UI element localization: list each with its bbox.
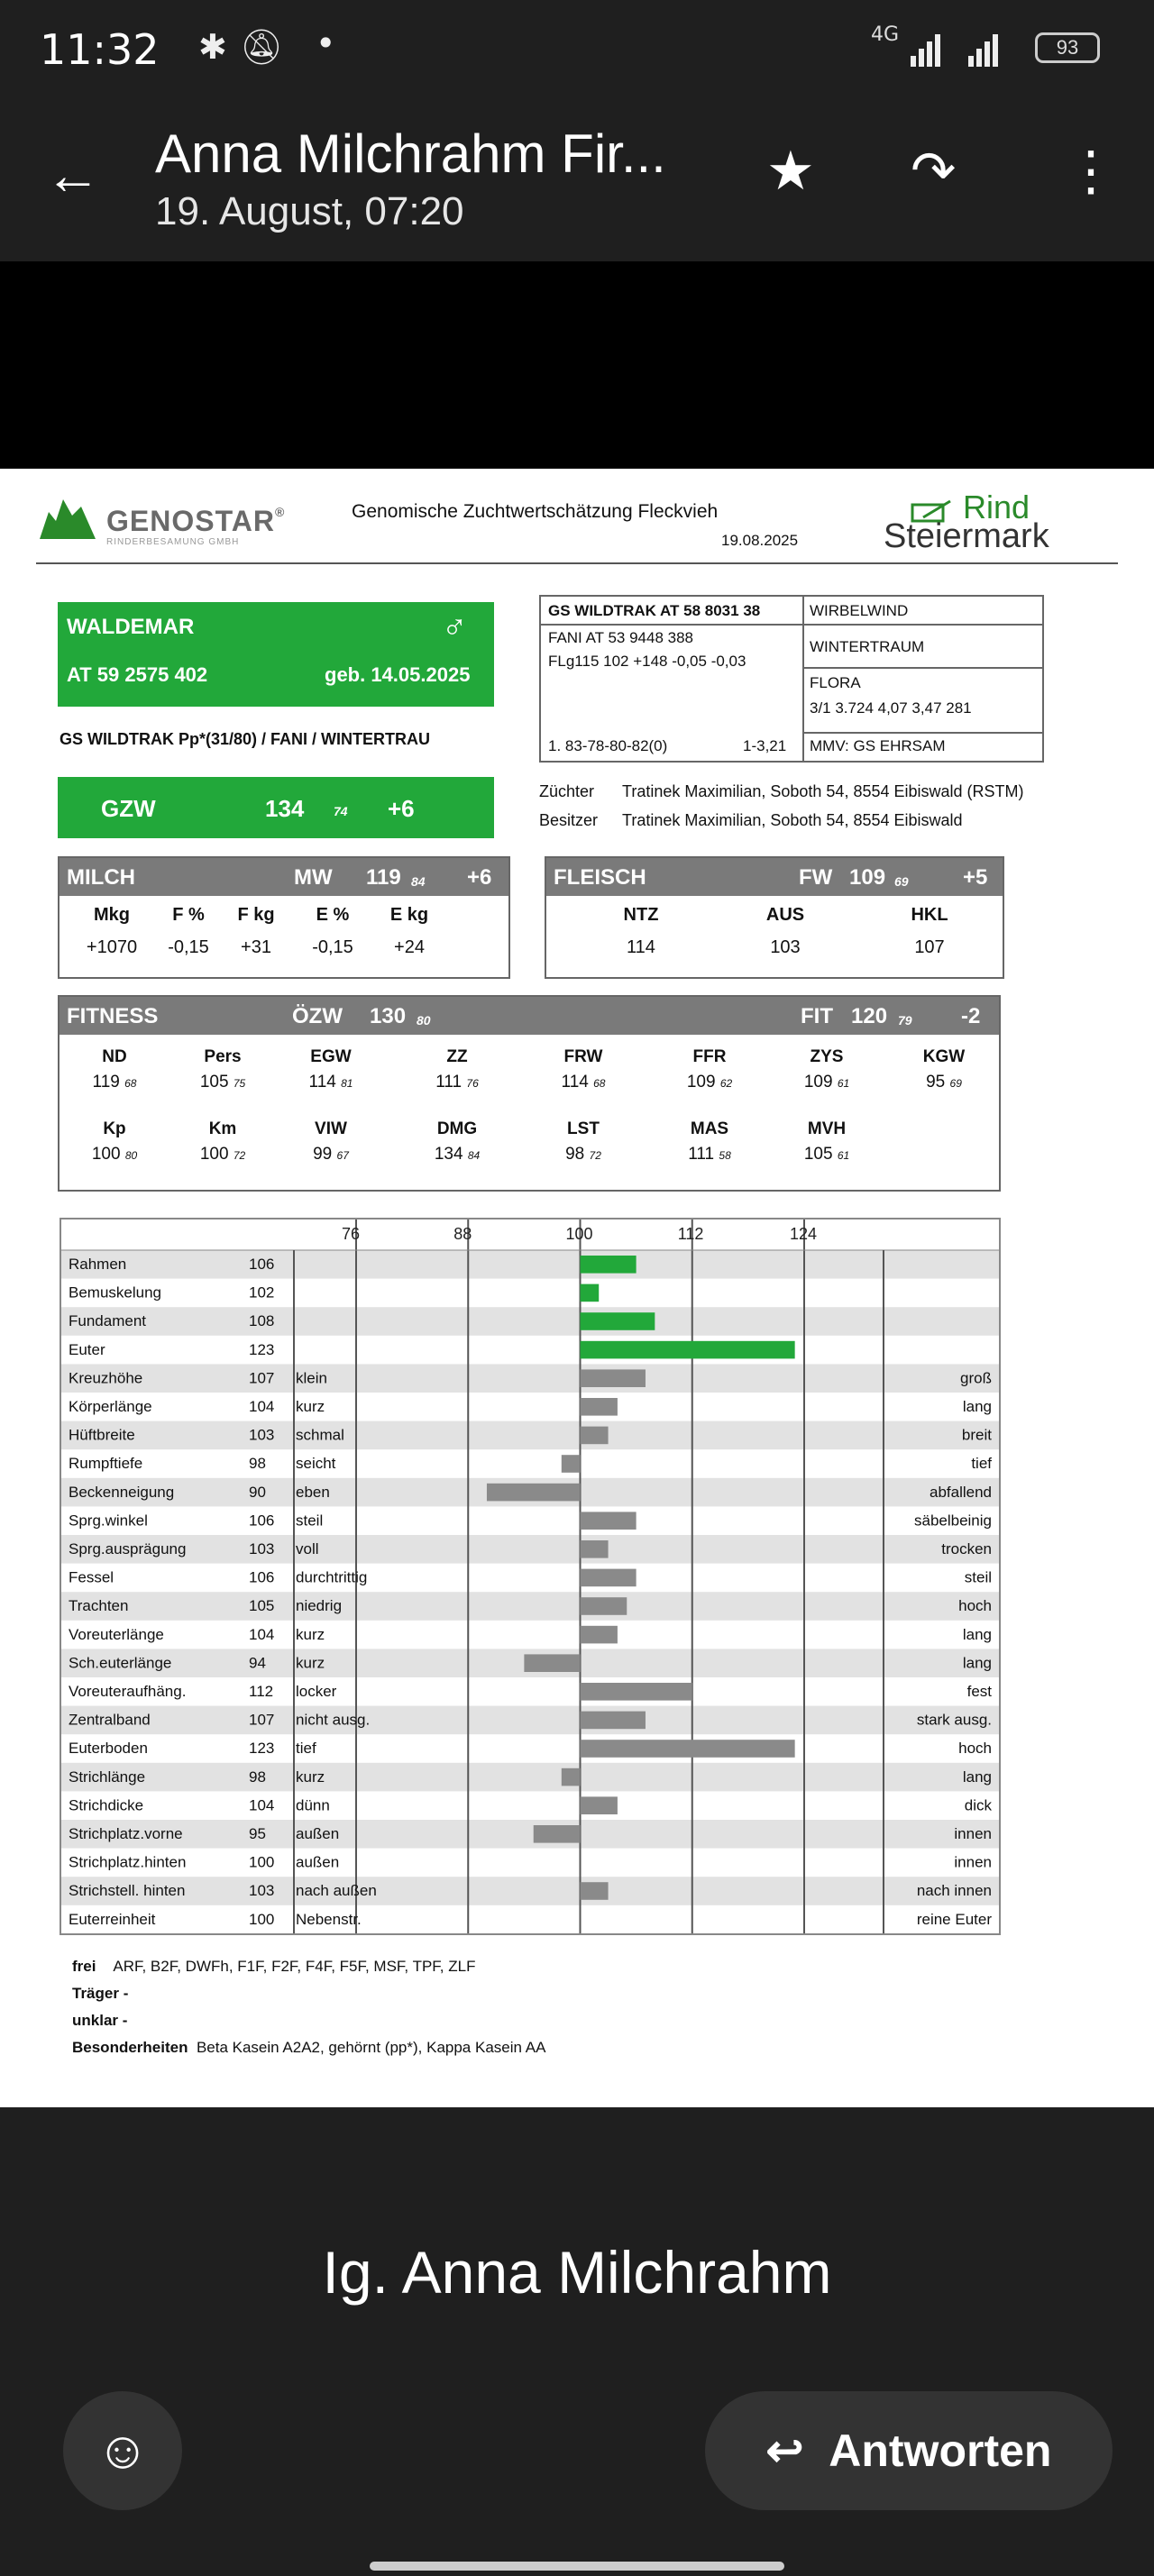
sire: GS WILDTRAK AT 58 8031 38 [548, 602, 761, 619]
trait-value: 100 [249, 1910, 275, 1928]
gzw-label: GZW [101, 795, 156, 822]
sender-name: Ig. Anna Milchrahm [322, 2239, 832, 2306]
dot-icon: • [316, 23, 336, 63]
fitness-trait-label: LST [567, 1119, 600, 1138]
gzw-rel: 74 [334, 804, 348, 818]
fitness-trait-mvh [777, 1119, 876, 1165]
trait-bar [581, 1312, 655, 1330]
milch-col-fkg: F kg [237, 905, 275, 925]
trait-value: 106 [249, 1256, 275, 1273]
trait-value: 98 [249, 1455, 266, 1473]
trait-label: Voreuteraufhäng. [69, 1683, 187, 1700]
star-icon[interactable]: ★ [766, 140, 815, 203]
app-bar [0, 106, 1154, 261]
trait-value: 108 [249, 1312, 275, 1330]
trait-bar [581, 1540, 609, 1558]
fitness-trait-label: VIW [315, 1119, 347, 1138]
fleisch-col-ntz: NTZ [623, 905, 659, 925]
trait-value: 103 [249, 1540, 275, 1557]
trait-high-label: lang [962, 1398, 992, 1415]
trait-label: Strichlänge [69, 1768, 146, 1786]
milch-mkg: +1070 [86, 937, 138, 957]
trait-low-label: locker [296, 1683, 337, 1700]
logo-text: GENOSTAR® [106, 505, 286, 537]
fleisch-label: FLEISCH [554, 865, 646, 890]
tick-label: 88 [453, 1225, 472, 1243]
trait-bar [581, 1256, 637, 1274]
trait-low-label: klein [296, 1369, 327, 1387]
fitness-trait-lst [534, 1119, 633, 1165]
conformation-chart [60, 1218, 1001, 1935]
chart-row-bg [61, 1250, 999, 1279]
trait-high-label: tief [971, 1455, 992, 1473]
brand-steiermark: Steiermark [884, 517, 1049, 555]
trait-low-label: schmal [296, 1426, 344, 1444]
mute-icon: 🔕︎ [240, 27, 284, 67]
trait-bar [581, 1398, 618, 1416]
trait-low-label: nicht ausg. [296, 1711, 371, 1729]
trait-bar [581, 1683, 692, 1701]
home-indicator[interactable] [370, 2562, 784, 2571]
genostar-logo-icon [36, 494, 99, 543]
trait-low-label: dünn [296, 1796, 330, 1814]
tick-label: 112 [677, 1225, 704, 1243]
trait-bar [581, 1597, 627, 1615]
fitness-trait-label: Pers [204, 1047, 242, 1066]
trait-bar [581, 1341, 795, 1359]
fitness-trait-label: FRW [563, 1047, 603, 1066]
fitness-trait-zz [408, 1047, 507, 1092]
unklar-line: unklar - [72, 2012, 128, 2029]
trait-label: Trachten [69, 1597, 129, 1615]
fitness-trait-label: MVH [807, 1119, 847, 1138]
trait-high-label: stark ausg. [916, 1711, 992, 1729]
footer [72, 1958, 545, 2057]
trait-bar [581, 1882, 609, 1900]
reply-button-label: Antworten [829, 2425, 1052, 2476]
trait-high-label: groß [960, 1369, 992, 1387]
breeder-label: Züchter [539, 782, 595, 800]
milch-col-epct: E % [316, 905, 350, 925]
fitness-trait-nd [65, 1047, 164, 1092]
pedigree-table [539, 595, 1044, 763]
fitness-trait-kp [65, 1119, 164, 1165]
fitness-trait-km [173, 1119, 272, 1165]
fw-label: FW [799, 865, 833, 890]
trait-bar [581, 1427, 609, 1445]
trait-low-label: kurz [296, 1398, 325, 1415]
trait-high-label: fest [966, 1683, 992, 1700]
dam-line: FLg115 102 +148 -0,05 -0,03 [548, 653, 746, 670]
trait-bar [581, 1512, 637, 1530]
trait-value: 123 [249, 1340, 275, 1358]
trait-high-label: lang [962, 1625, 992, 1643]
trait-value: 98 [249, 1768, 266, 1786]
ozw-value: 130 [370, 1004, 407, 1028]
bluetooth-icon: ✱ [198, 27, 227, 67]
animal-name: WALDEMAR [67, 615, 195, 639]
chart-row-bg [61, 1364, 999, 1393]
dam: FANI AT 53 9448 388 [548, 629, 693, 646]
trait-low-label: voll [296, 1540, 319, 1557]
fitness-header [60, 997, 999, 1035]
trait-bar [581, 1284, 600, 1302]
ozw-rel: 80 [417, 1013, 431, 1028]
fw-delta: +5 [963, 865, 988, 890]
fit-value: 120 [851, 1004, 888, 1028]
trait-label: Sprg.winkel [69, 1512, 148, 1530]
trait-value: 107 [249, 1369, 275, 1387]
trait-label: Kreuzhöhe [69, 1369, 143, 1387]
fitness-trait-dmg [408, 1119, 507, 1165]
traeger-line: Träger - [72, 1985, 129, 2002]
milch-label: MILCH [67, 865, 135, 890]
reply-arrow-icon: ↩ [765, 2425, 804, 2476]
report-date: 19.08.2025 [721, 532, 799, 549]
trait-value: 106 [249, 1512, 275, 1530]
tick-label: 76 [342, 1225, 361, 1243]
frei-value: ARF, B2F, DWFh, F1F, F2F, F4F, F5F, MSF, TPF, ZLF [113, 1958, 476, 1975]
chart-row-bg [61, 1820, 999, 1849]
dam-dam-line: 3/1 3.724 4,07 3,47 281 [810, 699, 972, 717]
trait-label: Euter [69, 1340, 105, 1358]
trait-high-label: steil [964, 1568, 992, 1586]
trait-bar [581, 1369, 646, 1387]
trait-high-label: abfallend [929, 1483, 992, 1501]
chart-row-bg [61, 1706, 999, 1735]
trait-label: Strichplatz.vorne [69, 1825, 183, 1842]
male-icon: ♂ [442, 607, 468, 645]
signal-icon [911, 31, 941, 67]
trait-bar [562, 1455, 581, 1473]
fitness-trait-value: 100 80 [91, 1145, 138, 1164]
frei-label: frei [72, 1958, 96, 1975]
mw-label: MW [294, 865, 333, 890]
trait-value: 123 [249, 1740, 275, 1758]
chart-row-bg [61, 1763, 999, 1792]
trait-value: 94 [249, 1654, 266, 1672]
trait-high-label: trocken [941, 1540, 992, 1557]
fitness-trait-ffr [660, 1047, 759, 1092]
fitness-trait-label: MAS [690, 1119, 729, 1138]
trait-low-label: tief [296, 1740, 316, 1758]
mw-value: 119 [366, 865, 401, 890]
mw-delta: +6 [467, 865, 492, 890]
milch-ekg: +24 [394, 937, 425, 957]
forward-icon[interactable]: ↷ [911, 140, 957, 203]
fleisch-header [546, 858, 1003, 896]
trait-value: 106 [249, 1568, 275, 1586]
trait-value: 100 [249, 1853, 275, 1871]
lactation: 1. 83-78-80-82(0) [548, 737, 668, 754]
trait-low-label: nach außen [296, 1882, 377, 1900]
fit-delta: -2 [961, 1004, 981, 1028]
fitness-trait-viw [281, 1119, 380, 1165]
chart-row-bg [61, 1535, 999, 1564]
logo-subtext: RINDERBESAMUNG GMBH [106, 537, 240, 547]
pedigree-line: GS WILDTRAK Pp*(31/80) / FANI / WINTERTRAU [60, 730, 431, 748]
animal-id: AT 59 2575 402 [67, 663, 208, 686]
status-bar [0, 0, 1154, 106]
fitness-box [58, 995, 1001, 1192]
fitness-trait-label: EGW [310, 1047, 352, 1066]
trait-low-label: durchtrittig [296, 1568, 368, 1586]
fitness-trait-zys [777, 1047, 876, 1092]
fleisch-col-hkl: HKL [911, 905, 948, 925]
trait-bar [581, 1569, 637, 1587]
fit-rel: 79 [898, 1013, 912, 1028]
dam-sire: WINTERTRAUM [810, 638, 925, 655]
trait-low-label: kurz [296, 1625, 325, 1643]
chat-subtitle: 19. August, 07:20 [155, 189, 464, 233]
trait-label: Strichstell. hinten [69, 1882, 186, 1900]
trait-label: Rumpftiefe [69, 1455, 143, 1473]
trait-bar [487, 1484, 581, 1502]
frei-line [72, 1958, 545, 1976]
trait-value: 90 [249, 1483, 266, 1501]
trait-low-label: steil [296, 1512, 324, 1530]
trait-label: Bemuskelung [69, 1283, 162, 1302]
chart-row-bg [61, 1421, 999, 1450]
trait-label: Euterreinheit [69, 1910, 156, 1928]
fitness-trait-frw [534, 1047, 633, 1092]
fitness-trait-label: ZYS [810, 1047, 844, 1066]
fitness-trait-value: 105 75 [199, 1073, 246, 1092]
trait-high-label: nach innen [916, 1882, 992, 1900]
fitness-trait-value: 111 58 [688, 1145, 731, 1164]
trait-label: Fessel [69, 1568, 114, 1586]
fleisch-ntz: 114 [627, 937, 655, 957]
milch-box [58, 856, 510, 979]
trait-high-label: hoch [958, 1740, 992, 1758]
trait-label: Hüftbreite [69, 1426, 135, 1444]
reply-button[interactable] [705, 2391, 1113, 2510]
trait-value: 104 [249, 1398, 275, 1415]
network-type: 4G [871, 23, 900, 46]
trait-value: 112 [249, 1683, 274, 1700]
clock: 11:32 [40, 25, 160, 74]
lactation-2: 1-3,21 [743, 737, 787, 754]
trait-label: Beckenneigung [69, 1483, 175, 1501]
trait-label: Sch.euterlänge [69, 1654, 172, 1672]
fitness-trait-label: Kp [103, 1119, 126, 1138]
trait-value: 103 [249, 1882, 275, 1900]
trait-value: 104 [249, 1625, 275, 1643]
trait-high-label: lang [962, 1768, 992, 1786]
milch-col-fpct: F % [172, 905, 205, 925]
signal-icon-2 [968, 31, 999, 67]
mmv: MMV: GS EHRSAM [810, 737, 946, 754]
milch-col-ekg: E kg [389, 905, 429, 925]
trait-bar [524, 1654, 580, 1672]
mw-rel: 84 [411, 874, 426, 889]
back-arrow-icon[interactable]: ← [45, 144, 101, 206]
trait-label: Strichdicke [69, 1796, 144, 1814]
fw-rel: 69 [894, 874, 909, 889]
trait-high-label: innen [954, 1853, 992, 1871]
tick-label: 124 [790, 1225, 818, 1243]
fitness-trait-label: FFR [692, 1047, 727, 1066]
trait-label: Voreuterlänge [69, 1625, 164, 1643]
fleisch-hkl: 107 [914, 937, 945, 957]
milch-epct: -0,15 [312, 937, 353, 957]
trait-high-label: säbelbeinig [913, 1512, 992, 1530]
trait-label: Strichplatz.hinten [69, 1853, 187, 1871]
chat-title[interactable]: Anna Milchrahm Fir... [155, 123, 666, 184]
report-title: Genomische Zuchtwertschätzung Fleckvieh [352, 501, 719, 522]
fitness-trait-value: 99 67 [313, 1145, 349, 1164]
trait-value: 107 [249, 1711, 275, 1729]
animal-box [58, 602, 494, 707]
tick-label: 100 [565, 1225, 593, 1243]
fitness-trait-pers [173, 1047, 272, 1092]
fitness-trait-egw [281, 1047, 380, 1092]
fitness-trait-value: 114 68 [561, 1073, 606, 1092]
owner-label: Besitzer [539, 811, 599, 829]
trait-bar [562, 1768, 581, 1786]
trait-label: Sprg.ausprägung [69, 1540, 187, 1557]
birth-date: geb. 14.05.2025 [325, 663, 471, 686]
trait-value: 95 [249, 1825, 266, 1842]
fitness-trait-value: 105 61 [803, 1145, 850, 1164]
trait-label: Euterboden [69, 1740, 148, 1758]
milch-fkg: +31 [241, 937, 271, 957]
trait-bar [581, 1740, 795, 1758]
trait-low-label: kurz [296, 1654, 325, 1672]
fitness-trait-value: 109 62 [686, 1073, 733, 1092]
trait-label: Rahmen [69, 1256, 127, 1273]
trait-low-label: seicht [296, 1455, 336, 1473]
fitness-trait-value: 100 72 [199, 1145, 246, 1164]
trait-low-label: außen [296, 1853, 340, 1871]
gzw-value: 134 [265, 795, 305, 822]
trait-bar [581, 1626, 618, 1644]
milch-fpct: -0,15 [168, 937, 209, 957]
owner-value: Tratinek Maximilian, Soboth 54, 8554 Eibiswald [622, 811, 963, 829]
trait-low-label: außen [296, 1825, 340, 1842]
trait-low-label: kurz [296, 1768, 325, 1786]
trait-value: 102 [249, 1283, 275, 1302]
trait-low-label: niedrig [296, 1597, 343, 1615]
sire-sire: WIRBELWIND [810, 602, 909, 619]
trait-high-label: hoch [958, 1597, 992, 1615]
chart-row-bg [61, 1592, 999, 1621]
chart-row-bg [61, 1307, 999, 1336]
trait-low-label: Nebenstr. [296, 1910, 362, 1928]
trait-label: Körperlänge [69, 1398, 152, 1415]
fitness-trait-label: DMG [436, 1119, 478, 1138]
fleisch-col-aus: AUS [765, 905, 805, 925]
fitness-trait-kgw [894, 1047, 994, 1092]
trait-high-label: dick [964, 1796, 992, 1814]
fitness-trait-value: 119 68 [92, 1073, 137, 1092]
fitness-trait-value: 111 76 [435, 1073, 479, 1092]
milch-col-mkg: Mkg [94, 905, 130, 925]
fit-label: FIT [801, 1004, 833, 1028]
header-divider [36, 562, 1118, 564]
fitness-trait-mas [660, 1119, 759, 1165]
trait-label: Zentralband [69, 1711, 151, 1729]
brand-rind: Rind [963, 489, 1030, 525]
trait-high-label: breit [961, 1426, 992, 1444]
trait-high-label: lang [962, 1654, 992, 1672]
dam-dam: FLORA [810, 674, 861, 691]
breeder-value: Tratinek Maximilian, Soboth 54, 8554 Eibiswald (RSTM) [622, 782, 1024, 800]
fitness-label: FITNESS [67, 1004, 159, 1028]
trait-value: 104 [249, 1796, 275, 1814]
ozw-label: ÖZW [292, 1004, 343, 1028]
besonderheiten-label: Besonderheiten [72, 2039, 188, 2056]
fitness-trait-label: Km [208, 1119, 237, 1138]
trait-bar [581, 1796, 618, 1814]
chart-row-bg [61, 1877, 999, 1905]
emoji-add-icon[interactable]: ☺ [63, 2391, 182, 2510]
trait-bar [534, 1825, 581, 1843]
trait-high-label: reine Euter [916, 1910, 992, 1928]
fitness-trait-value: 134 84 [434, 1145, 481, 1164]
trait-bar [581, 1712, 646, 1730]
trait-low-label: eben [296, 1483, 330, 1501]
fitness-trait-value: 95 69 [926, 1073, 962, 1092]
gzw-delta: +6 [388, 795, 415, 822]
milch-header [60, 858, 508, 896]
document-image[interactable] [0, 469, 1154, 2107]
fleisch-box [545, 856, 1004, 979]
fitness-trait-value: 109 61 [803, 1073, 850, 1092]
battery-icon: 93 [1035, 32, 1100, 63]
fw-value: 109 [849, 865, 886, 890]
fitness-trait-value: 114 81 [308, 1073, 353, 1092]
fitness-trait-value: 98 72 [565, 1145, 601, 1164]
fleisch-aus: 103 [770, 937, 801, 957]
trait-value: 105 [249, 1597, 275, 1615]
trait-high-label: innen [954, 1825, 992, 1842]
fitness-trait-label: ZZ [446, 1047, 468, 1066]
trait-label: Fundament [69, 1312, 146, 1330]
fitness-trait-label: KGW [922, 1047, 966, 1066]
more-vertical-icon[interactable]: ⋮ [1064, 140, 1118, 203]
trait-value: 103 [249, 1426, 275, 1444]
fitness-trait-label: ND [102, 1047, 127, 1066]
reply-area [0, 2107, 1154, 2576]
gzw-box [58, 777, 494, 838]
besonderheiten-value: Beta Kasein A2A2, gehörnt (pp*), Kappa Kasein AA [196, 2039, 546, 2056]
